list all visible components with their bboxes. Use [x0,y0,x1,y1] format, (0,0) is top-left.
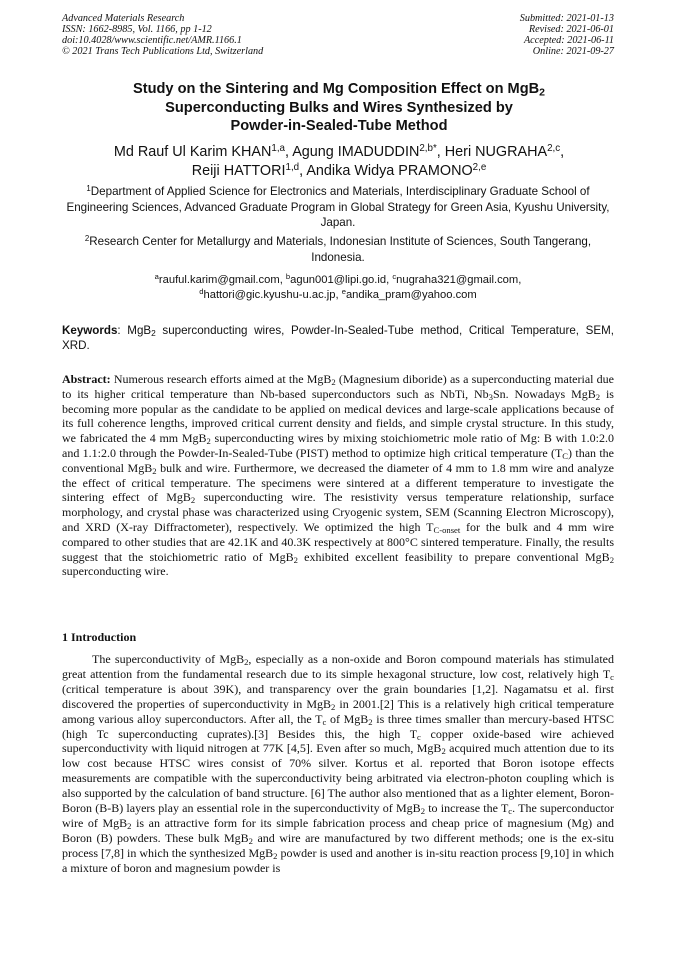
subscript: 2 [441,746,446,757]
subscript: 2 [248,835,253,846]
email-link[interactable]: rauful.karim@gmail.com [158,274,280,286]
title-line-3: Powder-in-Sealed-Tube Method [230,118,448,134]
subscript: 2 [420,805,425,816]
abstract-body: Numerous research efforts aimed at the MgB$_2$ (Magnesium diboride) as a superconducting material due to its higher critical temperature than Nb-based superconductors such as NbTi, $Nb_3Sn$. Nowadays MgB$_2$ is becoming more popular as the candidate to be applied on medical devices and large-scale applications because of its full coherence lengths, improved critical current density and fields, and simple crystal structure. In this study, we fabricated the 4 mm MgB$_2$ superconducting wires by mixing stoichiometric mole ratio of Mg: B with 1.0:2.0 and 1.1:2.0 through the Powder-In-Sealed-Tube (PIST) method to optimize high critical temperature $(T_C)$ than the conventional MgB$_2$ bulk and wire. Furthermore, we decreased the diameter of 4 mm to 1.8 mm wire and analyze the effect of critical temperature. The specimens were sintered at a different temperature to investigate the sintering effect of MgB$_2$ superconducting wire. The resistivity versus temperature relationship, surface morphology, and crystal phase was characterized using Cryogenic system, SEM (Scanning Electron Microscopy), and XRD (X-ray Diffractometer), respectively. We optimized the high $T_{C-onset}$ for the bulk and 4 mm wire compared to other studies that are 42.1K and 40.3K respectively at 800°C sintered temperature. Finally, the results suggest that the stoichiometric ratio of MgB$_2$ exhibited excellent feasibility to prepare conventional MgB$_2$ superconducting wire. [62,372,615,579]
section-heading: 1 Introduction [62,630,137,644]
subscript: C-onset [433,524,461,535]
subscript: c [322,716,327,727]
subscript: 2 [127,820,132,831]
author-affiliation-mark: 2,c [547,143,561,155]
subscript: 2 [206,436,211,447]
subscript: 2 [152,465,157,476]
subscript: 2 [368,716,373,727]
author-affiliation-mark: 2,e [472,162,487,174]
author-affiliation-mark: 1,a [271,143,285,155]
date-revised: Revised: 2021-06-01 [528,23,614,35]
email-link[interactable]: andika_pram@yahoo.com [345,289,477,302]
subscript: 2 [595,391,601,402]
journal-name: Advanced Materials Research [62,13,185,24]
author-affiliation-mark: 1,d [285,162,300,174]
date-online: Online: 2021-09-27 [532,45,614,57]
author-line-1: Md Rauf Ul Karim KHAN$^{1,a}$, Agung $IMADUDDIN^{2,b*}$, Heri NUGRAHA$^{2,c}$, [113,143,565,160]
title-line-2: Superconducting Bulks and Wires Synthesized by [165,99,513,116]
keywords: Keywords: MgB$_2$ superconducting wires, Powder-In-Sealed-Tube method, Critical Temperature, SEM, XRD. [62,324,614,353]
date-accepted: Accepted: 2021-06-11 [523,34,614,46]
subscript: 2 [609,554,614,565]
subscript: 2 [190,495,196,506]
introduction-paragraph: The superconductivity of MgB$_2$, especially as a non-oxide and Boron compound materials has stimulated great attention from the fundamental research due to its simple hexagonal structure, low cost, relatively high $T_c$ (critical temperature is about 39K), and transparency over the grain boundaries [1,2]. Nagamatsu et al. first discovered the properties of superconductivity in MgB$_2$ in 2001.[2] This is a relatively high critical temperature among various alloy superconductors. After all, the $T_c$ of MgB$_2$ is three times smaller than mercury-based HTSC (high Tc superconducting cuprates).[3] Besides this, the high $T_c$ copper oxide-based wire achieved superconductivity with liquid nitrogen at 77K [4,5]. Even after so much, MgB$_2$ acquired much attention due to its low cost because HTSC wires consist of 70% silver. Kortus et al. reported that Boron isotope effects measurements are compatible with the superconductivity being arbitrated via electron-photon coupling which is also supported by the calculation of band structure. [6] The author also mentioned that as a lighter element, Boron-Boron (B-B) layers play an essential role in the superconductivity of MgB$_2$ to increase the $T_c$. The superconductor wire of MgB$_2$ is an attractive form for its simple fabrication process and cheap price of magnesium (Mg) and Boron (B) powders. These bulk MgB$_2$ and wire are manufactured by two different methods; one is the ex-situ process [7,8] in which the synthesized MgB$_2$ powder is used and another is in-situ reaction process [9,10] in which a mixture of boron and magnesium powder is [62,652,614,875]
author-emails [62,273,614,303]
journal-doi[interactable]: doi:10.4028/www.scientific.net/AMR.1166.1 [62,34,242,46]
paper-title [40,80,638,136]
author-name: Andika Widya PRAMONO [306,163,473,179]
keywords-label: Keywords [62,324,118,337]
subscript: C [562,450,569,461]
subscript: 3 [488,391,493,402]
author-name: Agung IMADUDDIN [292,144,420,160]
abstract-label: Abstract: [62,372,111,386]
email-line-2: $^d$hattori@gic.kyushu-u.ac.jp, $^e$andika_pram@yahoo.com [199,287,477,302]
author-list [40,143,638,181]
subscript: c [508,805,513,816]
journal-issn: ISSN: 1662-8985, Vol. 1166, pp 1-12 [62,23,212,35]
email-line-1: $^a$rauful.karim@gmail.com, $^b$agun001@lipi.go.id, $^c$nugraha321@gmail.com, [154,272,522,286]
abstract [62,372,614,579]
subscript: c [610,671,614,682]
subscript: 2 [273,850,278,861]
subscript: 2 [331,376,336,387]
author-affiliation-mark: 2,b* [419,143,437,155]
subscript: 2 [244,656,249,667]
author-name: Heri NUGRAHA [444,144,548,160]
author-name: Reiji HATTORI [191,163,286,179]
affiliation-2: $^2$Research Center for Metallurgy and Materials, Indonesian Institute of Sciences, South Tangerang, Indonesia. [84,234,592,264]
publication-dates [520,14,614,58]
date-submitted: Submitted: 2021-01-13 [519,13,614,24]
email-link[interactable]: nugraha321@gmail.com [396,274,519,286]
subscript: 2 [293,554,298,565]
subscript: 2 [331,701,336,712]
author-line-2: Reiji HATTORI$^{1,d}$, Andika Widya PRAMONO$^{2,e}$ [191,162,487,179]
journal-copyright: © 2021 Trans Tech Publications Ltd, Switzerland [62,45,264,57]
affiliation-1: $^1$Department of Applied Science for Electronics and Materials, Interdisciplinary Graduate School of Engineering Sciences, Advanced Graduate Program in Global Strategy for Green Asia, Kyushu University, Japan. [66,184,610,230]
subscript: c [417,731,421,742]
email-link[interactable]: hattori@gic.kyushu-u.ac.jp [203,289,336,302]
title-line-1: Study on the Sintering and Mg Composition Effect on MgB$_2$ [132,81,545,99]
journal-header [62,14,263,58]
email-link[interactable]: agun001@lipi.go.id [290,274,387,286]
author-name: Md Rauf Ul Karim KHAN [113,144,272,160]
